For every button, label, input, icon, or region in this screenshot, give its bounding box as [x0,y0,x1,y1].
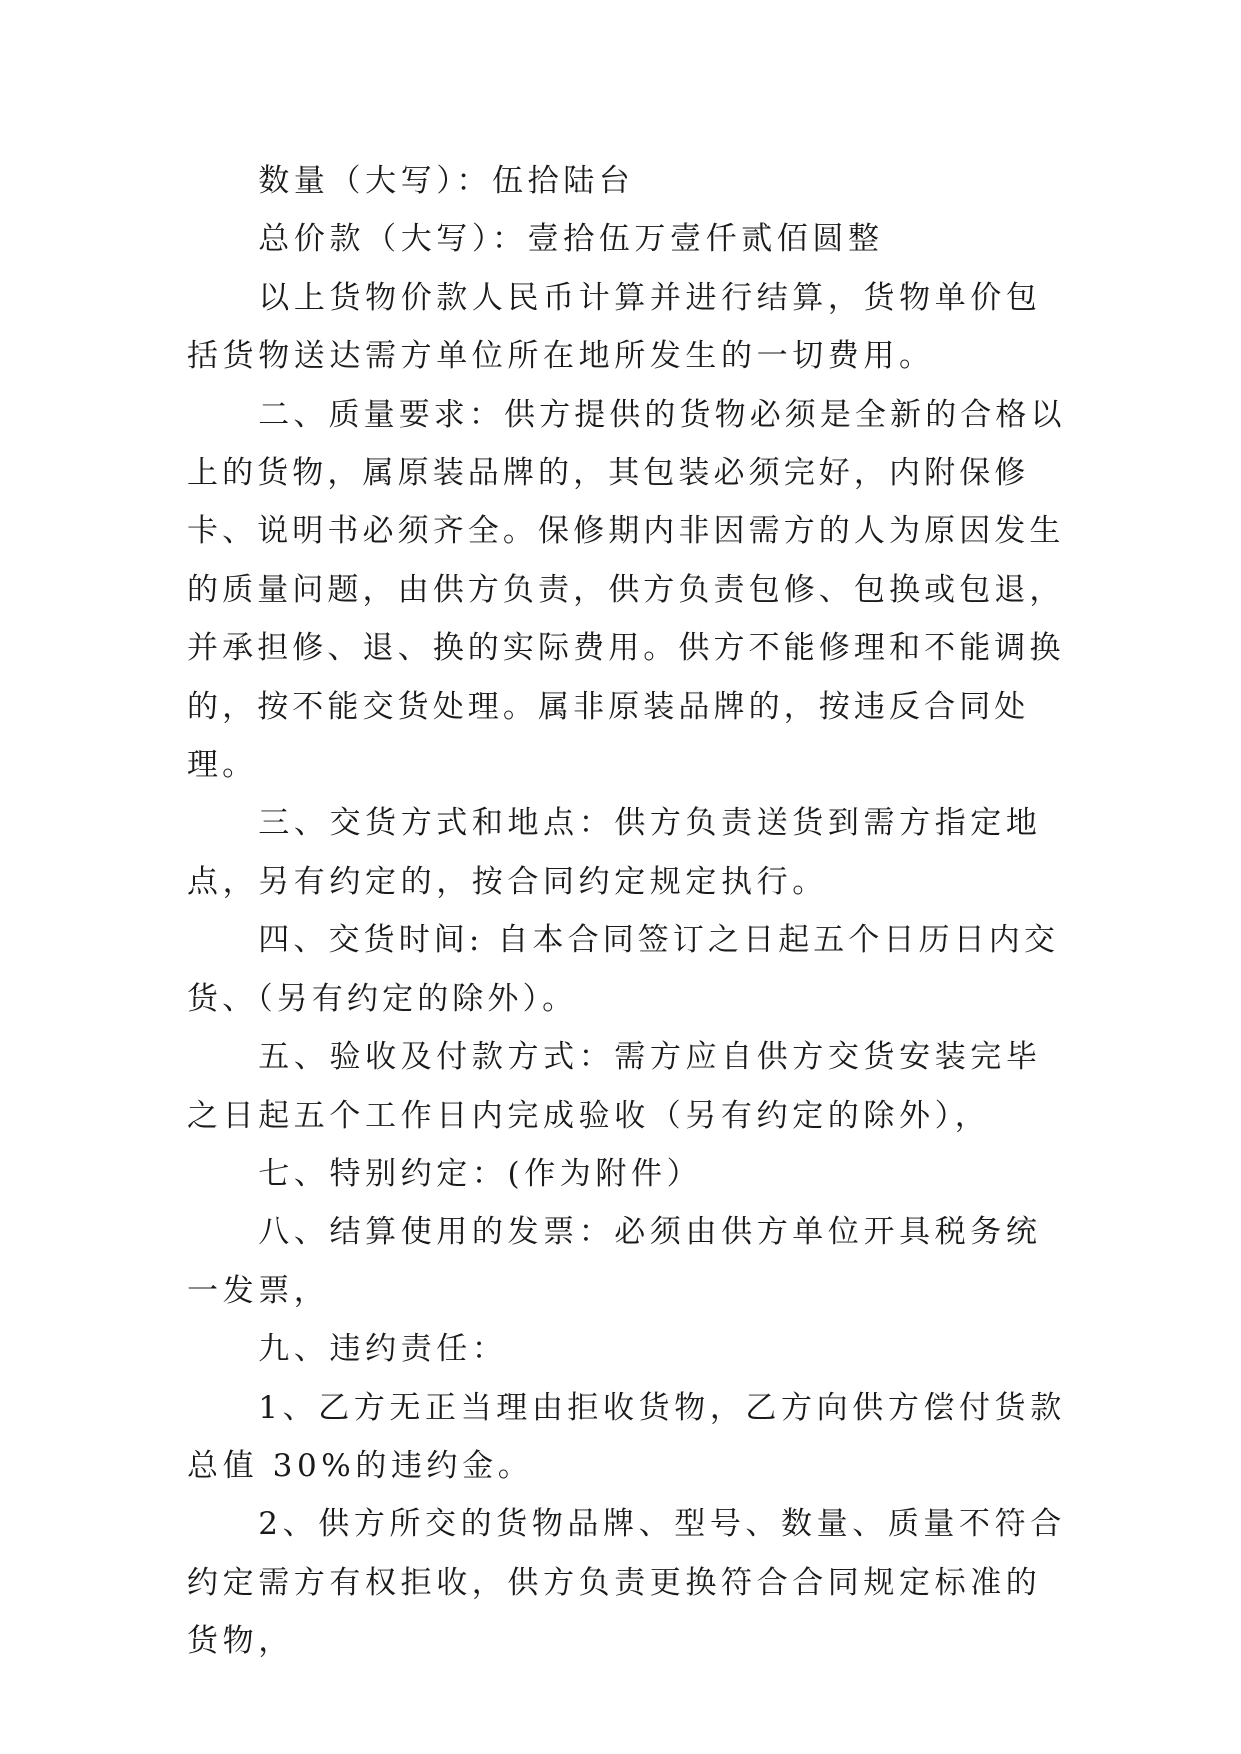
paragraph-quality-requirements: 二、质量要求：供方提供的货物必须是全新的合格以上的货物，属原装品牌的，其包装必须完好，内附保修卡、说明书必须齐全。保修期内非因需方的人为原因发生的质量问题，由供方负责，供方负责包修、包换或包退，并承担修、退、换的实际费用。供方不能修理和不能调换的，按不能交货处理。属非原装品牌的，按违反合同处理。 [187,396,1066,784]
paragraph-settlement: 以上货物价款人民币计算并进行结算，货物单价包括货物送达需方单位所在地所发生的一切费用。 [187,279,1042,375]
paragraph-liability-item-1: 1、乙方无正当理由拒收货物，乙方向供方偿付货款总值 30%的违约金。 [187,1389,1066,1484]
paragraph-total-price: 总价款（大写）：壹拾伍万壹仟贰佰圆整 [258,221,884,258]
paragraph-liability-item-2: 2、供方所交的货物品牌、型号、数量、质量不符合约定需方有权拒收，供方负责更换符合合同规定标准的货物， [187,1506,1066,1660]
paragraph-quantity: 数量（大写）：伍拾陆台 [258,163,635,199]
paragraph-acceptance-payment: 五、验收及付款方式：需方应自供方交货安装完毕之日起五个工作日内完成验收（另有约定的除外）， [187,1039,1042,1134]
paragraph-delivery-time: 四、交货时间: 自本合同签订之日起五个日历日内交货、（另有约定的除外）。 [187,922,1059,1017]
paragraph-delivery-method: 三、交货方式和地点：供方负责送货到需方指定地点，另有约定的，按合同约定规定执行。 [187,805,1042,900]
paragraph-liability-heading: 九、违约责任： [258,1331,508,1368]
document-body [187,152,1067,1671]
paragraph-invoice: 八、结算使用的发票：必须由供方单位开具税务统一发票， [187,1214,1042,1309]
paragraph-special-agreement: 七、特别约定：(作为附件） [258,1155,703,1192]
